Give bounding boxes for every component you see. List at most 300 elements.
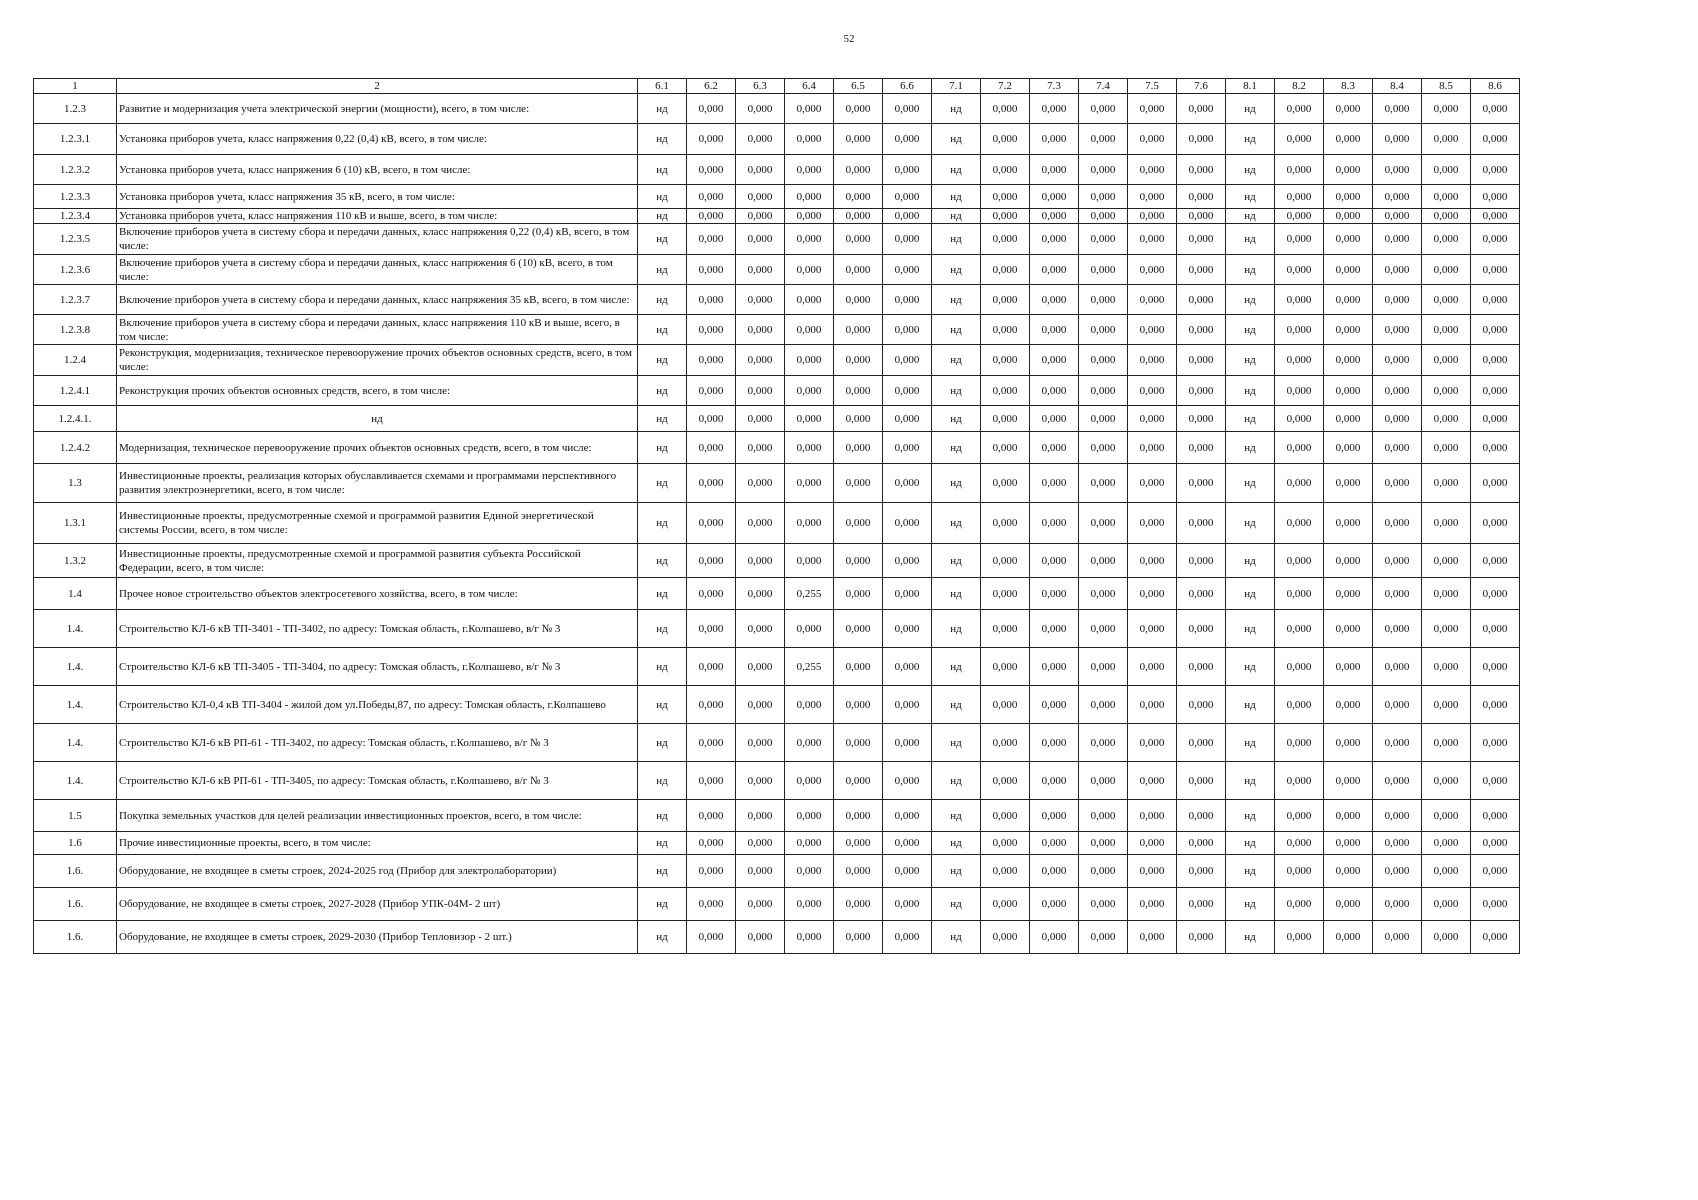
cell-value: 0,000 — [687, 94, 736, 124]
cell-value: 0,255 — [785, 648, 834, 686]
cell-value: 0,000 — [883, 345, 932, 376]
cell-value: 0,000 — [1128, 578, 1177, 610]
cell-value: 0,000 — [785, 285, 834, 315]
cell-value: 0,000 — [1373, 285, 1422, 315]
cell-value: 0,000 — [1471, 832, 1520, 855]
cell-value: 0,000 — [1079, 185, 1128, 209]
row-code: 1.6. — [34, 855, 117, 888]
cell-value: 0,000 — [1275, 155, 1324, 185]
cell-value: нд — [1226, 888, 1275, 921]
cell-value: 0,000 — [785, 255, 834, 285]
cell-value: 0,000 — [1324, 315, 1373, 345]
cell-value: 0,000 — [1422, 648, 1471, 686]
row-code: 1.6. — [34, 888, 117, 921]
cell-value: нд — [1226, 610, 1275, 648]
cell-value: 0,000 — [1422, 855, 1471, 888]
row-code: 1.4. — [34, 724, 117, 762]
table-row — [34, 800, 1520, 832]
row-code: 1.3.1 — [34, 503, 117, 544]
cell-value: 0,000 — [1422, 610, 1471, 648]
cell-value: нд — [1226, 406, 1275, 432]
cell-value: нд — [1226, 209, 1275, 224]
cell-value: 0,000 — [1324, 406, 1373, 432]
row-name: Строительство КЛ-0,4 кВ ТП-3404 - жилой дом ул.Победы,87, по адресу: Томская область, г.Колпашево — [117, 686, 638, 724]
column-header: 1 — [34, 79, 117, 94]
cell-value: 0,000 — [736, 285, 785, 315]
cell-value: 0,000 — [883, 224, 932, 255]
cell-value: 0,000 — [736, 224, 785, 255]
table-row — [34, 224, 1520, 255]
cell-value: 0,000 — [687, 921, 736, 954]
table-row — [34, 855, 1520, 888]
cell-value: 0,000 — [1324, 503, 1373, 544]
cell-value: 0,000 — [736, 406, 785, 432]
table-row — [34, 648, 1520, 686]
cell-value: 0,000 — [687, 855, 736, 888]
cell-value: 0,000 — [1177, 855, 1226, 888]
cell-value: 0,000 — [1422, 209, 1471, 224]
cell-value: 0,000 — [785, 503, 834, 544]
cell-value: 0,000 — [1079, 503, 1128, 544]
cell-value: 0,000 — [785, 800, 834, 832]
cell-value: 0,000 — [883, 832, 932, 855]
cell-value: 0,000 — [834, 209, 883, 224]
row-name: Модернизация, техническое перевооружение прочих объектов основных средств, всего, в том числе: — [117, 432, 638, 464]
cell-value: 0,000 — [736, 94, 785, 124]
cell-value: 0,000 — [1128, 406, 1177, 432]
cell-value: 0,000 — [1079, 376, 1128, 406]
cell-value: 0,000 — [1471, 921, 1520, 954]
table-row — [34, 255, 1520, 285]
cell-value: 0,000 — [1471, 503, 1520, 544]
cell-value: 0,000 — [785, 544, 834, 578]
cell-value: 0,000 — [1275, 832, 1324, 855]
cell-value: 0,000 — [1128, 432, 1177, 464]
cell-value: 0,000 — [834, 464, 883, 503]
cell-value: 0,000 — [1275, 610, 1324, 648]
row-name: Включение приборов учета в систему сбора и передачи данных, класс напряжения 0,22 (0,4) кВ, всего, в том числе: — [117, 224, 638, 255]
cell-value: 0,000 — [785, 315, 834, 345]
cell-value: 0,000 — [687, 724, 736, 762]
cell-value: 0,000 — [1422, 888, 1471, 921]
cell-value: нд — [932, 544, 981, 578]
cell-value: 0,000 — [981, 124, 1030, 155]
cell-value: 0,000 — [883, 610, 932, 648]
cell-value: 0,000 — [1422, 724, 1471, 762]
table-row — [34, 464, 1520, 503]
cell-value: 0,000 — [1128, 464, 1177, 503]
cell-value: 0,000 — [981, 800, 1030, 832]
row-name: Строительство КЛ-6 кВ РП-61 - ТП-3405, по адресу: Томская область, г.Колпашево, в/г № 3 — [117, 762, 638, 800]
cell-value: 0,000 — [883, 578, 932, 610]
cell-value: 0,000 — [736, 376, 785, 406]
cell-value: 0,000 — [1030, 185, 1079, 209]
table-row — [34, 94, 1520, 124]
cell-value: 0,000 — [834, 315, 883, 345]
row-name: Установка приборов учета, класс напряжения 0,22 (0,4) кВ, всего, в том числе: — [117, 124, 638, 155]
cell-value: 0,000 — [687, 255, 736, 285]
cell-value: 0,000 — [687, 503, 736, 544]
header-row — [34, 79, 1520, 94]
cell-value: 0,000 — [1471, 209, 1520, 224]
cell-value: нд — [1226, 315, 1275, 345]
cell-value: нд — [1226, 464, 1275, 503]
cell-value: 0,000 — [687, 832, 736, 855]
cell-value: нд — [932, 724, 981, 762]
cell-value: 0,000 — [1177, 209, 1226, 224]
cell-value: 0,000 — [1177, 432, 1226, 464]
cell-value: 0,000 — [981, 921, 1030, 954]
cell-value: 0,000 — [883, 285, 932, 315]
row-name: Оборудование, не входящее в сметы строек, 2029-2030 (Прибор Тепловизор - 2 шт.) — [117, 921, 638, 954]
cell-value: 0,000 — [883, 800, 932, 832]
cell-value: 0,000 — [981, 888, 1030, 921]
column-header: 7.2 — [981, 79, 1030, 94]
cell-value: 0,000 — [1275, 762, 1324, 800]
cell-value: 0,000 — [687, 686, 736, 724]
column-header: 6.2 — [687, 79, 736, 94]
cell-value: 0,000 — [1471, 724, 1520, 762]
cell-value: 0,000 — [785, 376, 834, 406]
cell-value: 0,000 — [1373, 888, 1422, 921]
cell-value: 0,000 — [883, 762, 932, 800]
cell-value: 0,000 — [1471, 185, 1520, 209]
cell-value: 0,000 — [1177, 800, 1226, 832]
cell-value: 0,000 — [1373, 724, 1422, 762]
cell-value: 0,000 — [1079, 94, 1128, 124]
column-header: 8.3 — [1324, 79, 1373, 94]
cell-value: 0,000 — [1373, 800, 1422, 832]
cell-value: 0,000 — [687, 578, 736, 610]
cell-value: нд — [932, 94, 981, 124]
row-code: 1.2.4.1. — [34, 406, 117, 432]
row-name: Строительство КЛ-6 кВ РП-61 - ТП-3402, по адресу: Томская область, г.Колпашево, в/г № 3 — [117, 724, 638, 762]
cell-value: 0,000 — [834, 855, 883, 888]
cell-value: нд — [638, 315, 687, 345]
cell-value: 0,000 — [1128, 800, 1177, 832]
cell-value: 0,000 — [736, 724, 785, 762]
cell-value: 0,000 — [1079, 155, 1128, 185]
row-name: Включение приборов учета в систему сбора и передачи данных, класс напряжения 6 (10) кВ, всего, в том числе: — [117, 255, 638, 285]
row-code: 1.4 — [34, 578, 117, 610]
cell-value: 0,000 — [1422, 224, 1471, 255]
row-name: Оборудование, не входящее в сметы строек, 2027-2028 (Прибор УПК-04М- 2 шт) — [117, 888, 638, 921]
cell-value: 0,000 — [785, 209, 834, 224]
cell-value: 0,000 — [834, 432, 883, 464]
cell-value: нд — [1226, 855, 1275, 888]
cell-value: 0,000 — [1373, 255, 1422, 285]
column-header: 6.3 — [736, 79, 785, 94]
cell-value: 0,000 — [1177, 255, 1226, 285]
cell-value: 0,000 — [1422, 124, 1471, 155]
cell-value: 0,000 — [1030, 464, 1079, 503]
row-code: 1.2.3.5 — [34, 224, 117, 255]
cell-value: 0,000 — [1030, 94, 1079, 124]
cell-value: 0,000 — [834, 888, 883, 921]
cell-value: нд — [1226, 578, 1275, 610]
column-header: 7.3 — [1030, 79, 1079, 94]
cell-value: 0,000 — [736, 762, 785, 800]
cell-value: 0,000 — [1030, 544, 1079, 578]
cell-value: 0,000 — [1275, 648, 1324, 686]
column-header: 2 — [117, 79, 638, 94]
cell-value: 0,000 — [981, 610, 1030, 648]
cell-value: 0,000 — [687, 800, 736, 832]
cell-value: 0,000 — [883, 406, 932, 432]
cell-value: 0,000 — [834, 224, 883, 255]
cell-value: 0,255 — [785, 578, 834, 610]
cell-value: нд — [932, 376, 981, 406]
row-name: Включение приборов учета в систему сбора и передачи данных, класс напряжения 35 кВ, всего, в том числе: — [117, 285, 638, 315]
column-header: 7.6 — [1177, 79, 1226, 94]
cell-value: 0,000 — [687, 315, 736, 345]
cell-value: 0,000 — [834, 610, 883, 648]
cell-value: нд — [932, 406, 981, 432]
cell-value: 0,000 — [1079, 855, 1128, 888]
cell-value: 0,000 — [1373, 376, 1422, 406]
row-name: Прочее новое строительство объектов электросетевого хозяйства, всего, в том числе: — [117, 578, 638, 610]
cell-value: 0,000 — [834, 832, 883, 855]
cell-value: 0,000 — [1373, 855, 1422, 888]
cell-value: 0,000 — [1471, 155, 1520, 185]
cell-value: 0,000 — [1324, 155, 1373, 185]
cell-value: 0,000 — [1422, 345, 1471, 376]
cell-value: 0,000 — [883, 376, 932, 406]
cell-value: нд — [932, 503, 981, 544]
column-header: 7.4 — [1079, 79, 1128, 94]
table-row — [34, 209, 1520, 224]
cell-value: 0,000 — [883, 686, 932, 724]
cell-value: 0,000 — [1177, 224, 1226, 255]
cell-value: нд — [1226, 285, 1275, 315]
cell-value: нд — [932, 224, 981, 255]
row-name: Строительство КЛ-6 кВ ТП-3405 - ТП-3404, по адресу: Томская область, г.Колпашево, в/г № 3 — [117, 648, 638, 686]
cell-value: 0,000 — [1471, 855, 1520, 888]
cell-value: 0,000 — [1030, 224, 1079, 255]
row-code: 1.2.4 — [34, 345, 117, 376]
table-row — [34, 155, 1520, 185]
cell-value: 0,000 — [1373, 432, 1422, 464]
cell-value: 0,000 — [981, 376, 1030, 406]
cell-value: 0,000 — [883, 464, 932, 503]
cell-value: 0,000 — [1079, 209, 1128, 224]
cell-value: 0,000 — [1471, 432, 1520, 464]
cell-value: 0,000 — [834, 800, 883, 832]
cell-value: нд — [1226, 376, 1275, 406]
table-row — [34, 185, 1520, 209]
cell-value: 0,000 — [1275, 285, 1324, 315]
cell-value: 0,000 — [1030, 376, 1079, 406]
cell-value: нд — [638, 544, 687, 578]
cell-value: нд — [638, 648, 687, 686]
cell-value: нд — [1226, 724, 1275, 762]
cell-value: 0,000 — [1275, 503, 1324, 544]
cell-value: 0,000 — [1177, 94, 1226, 124]
row-code: 1.2.3.1 — [34, 124, 117, 155]
cell-value: 0,000 — [981, 406, 1030, 432]
cell-value: 0,000 — [1079, 888, 1128, 921]
cell-value: 0,000 — [736, 124, 785, 155]
cell-value: 0,000 — [1373, 464, 1422, 503]
cell-value: 0,000 — [1422, 800, 1471, 832]
cell-value: 0,000 — [1422, 155, 1471, 185]
cell-value: 0,000 — [981, 224, 1030, 255]
cell-value: 0,000 — [1177, 376, 1226, 406]
cell-value: 0,000 — [1177, 544, 1226, 578]
row-code: 1.2.4.2 — [34, 432, 117, 464]
cell-value: 0,000 — [1422, 578, 1471, 610]
cell-value: 0,000 — [1128, 724, 1177, 762]
column-header: 8.6 — [1471, 79, 1520, 94]
cell-value: 0,000 — [1079, 648, 1128, 686]
column-header: 6.4 — [785, 79, 834, 94]
cell-value: 0,000 — [834, 544, 883, 578]
cell-value: 0,000 — [1471, 94, 1520, 124]
cell-value: 0,000 — [1373, 832, 1422, 855]
cell-value: 0,000 — [1177, 762, 1226, 800]
cell-value: 0,000 — [687, 648, 736, 686]
table-row — [34, 762, 1520, 800]
cell-value: 0,000 — [1079, 544, 1128, 578]
cell-value: нд — [638, 762, 687, 800]
cell-value: 0,000 — [1373, 155, 1422, 185]
row-code: 1.5 — [34, 800, 117, 832]
cell-value: 0,000 — [981, 315, 1030, 345]
cell-value: 0,000 — [687, 544, 736, 578]
row-name: Установка приборов учета, класс напряжения 6 (10) кВ, всего, в том числе: — [117, 155, 638, 185]
table-body — [34, 94, 1520, 954]
table-row — [34, 724, 1520, 762]
cell-value: 0,000 — [834, 185, 883, 209]
cell-value: 0,000 — [1324, 124, 1373, 155]
cell-value: 0,000 — [1275, 185, 1324, 209]
cell-value: нд — [932, 155, 981, 185]
cell-value: 0,000 — [883, 503, 932, 544]
cell-value: 0,000 — [785, 224, 834, 255]
cell-value: 0,000 — [1275, 578, 1324, 610]
row-code: 1.4. — [34, 762, 117, 800]
cell-value: 0,000 — [1030, 888, 1079, 921]
row-code: 1.2.4.1 — [34, 376, 117, 406]
cell-value: 0,000 — [981, 578, 1030, 610]
cell-value: 0,000 — [687, 610, 736, 648]
row-name: Прочие инвестиционные проекты, всего, в том числе: — [117, 832, 638, 855]
cell-value: нд — [638, 855, 687, 888]
cell-value: 0,000 — [1373, 94, 1422, 124]
cell-value: 0,000 — [1422, 832, 1471, 855]
cell-value: 0,000 — [981, 648, 1030, 686]
cell-value: 0,000 — [1324, 185, 1373, 209]
cell-value: 0,000 — [1128, 921, 1177, 954]
row-name: Инвестиционные проекты, предусмотренные схемой и программой развития субъекта Российской Федерации, всего, в том числе: — [117, 544, 638, 578]
cell-value: 0,000 — [1030, 921, 1079, 954]
cell-value: 0,000 — [1128, 209, 1177, 224]
cell-value: 0,000 — [1471, 376, 1520, 406]
cell-value: 0,000 — [834, 648, 883, 686]
row-name: Развитие и модернизация учета электрической энергии (мощности), всего, в том числе: — [117, 94, 638, 124]
table-row — [34, 406, 1520, 432]
cell-value: 0,000 — [1324, 255, 1373, 285]
cell-value: 0,000 — [1373, 406, 1422, 432]
cell-value: 0,000 — [1177, 888, 1226, 921]
cell-value: 0,000 — [736, 315, 785, 345]
cell-value: нд — [1226, 832, 1275, 855]
cell-value: 0,000 — [834, 503, 883, 544]
cell-value: 0,000 — [1275, 432, 1324, 464]
cell-value: 0,000 — [1177, 155, 1226, 185]
cell-value: 0,000 — [834, 578, 883, 610]
cell-value: 0,000 — [1471, 464, 1520, 503]
cell-value: 0,000 — [1177, 648, 1226, 686]
cell-value: нд — [638, 345, 687, 376]
table-row — [34, 124, 1520, 155]
cell-value: нд — [638, 285, 687, 315]
cell-value: 0,000 — [1373, 345, 1422, 376]
cell-value: 0,000 — [1030, 345, 1079, 376]
cell-value: 0,000 — [736, 832, 785, 855]
cell-value: 0,000 — [1471, 800, 1520, 832]
cell-value: 0,000 — [981, 686, 1030, 724]
cell-value: 0,000 — [1030, 724, 1079, 762]
cell-value: нд — [1226, 185, 1275, 209]
cell-value: 0,000 — [981, 503, 1030, 544]
cell-value: 0,000 — [687, 285, 736, 315]
cell-value: 0,000 — [883, 544, 932, 578]
column-header: 6.5 — [834, 79, 883, 94]
cell-value: 0,000 — [1422, 432, 1471, 464]
cell-value: 0,000 — [1079, 921, 1128, 954]
cell-value: 0,000 — [1079, 406, 1128, 432]
cell-value: 0,000 — [1324, 888, 1373, 921]
cell-value: нд — [932, 185, 981, 209]
cell-value: нд — [638, 464, 687, 503]
cell-value: 0,000 — [1275, 921, 1324, 954]
column-header: 8.5 — [1422, 79, 1471, 94]
cell-value: 0,000 — [1422, 285, 1471, 315]
row-name: нд — [117, 406, 638, 432]
column-header: 8.2 — [1275, 79, 1324, 94]
row-code: 1.2.3.8 — [34, 315, 117, 345]
cell-value: 0,000 — [1471, 345, 1520, 376]
cell-value: нд — [932, 800, 981, 832]
cell-value: 0,000 — [785, 406, 834, 432]
cell-value: 0,000 — [1079, 285, 1128, 315]
row-code: 1.2.3.2 — [34, 155, 117, 185]
cell-value: нд — [638, 224, 687, 255]
cell-value: 0,000 — [1324, 432, 1373, 464]
cell-value: нд — [932, 762, 981, 800]
cell-value: 0,000 — [834, 921, 883, 954]
cell-value: нд — [638, 578, 687, 610]
cell-value: 0,000 — [1324, 578, 1373, 610]
cell-value: 0,000 — [1471, 762, 1520, 800]
column-header: 8.1 — [1226, 79, 1275, 94]
cell-value: 0,000 — [1128, 686, 1177, 724]
row-name: Строительство КЛ-6 кВ ТП-3401 - ТП-3402, по адресу: Томская область, г.Колпашево, в/г № 3 — [117, 610, 638, 648]
cell-value: 0,000 — [687, 209, 736, 224]
cell-value: 0,000 — [1422, 544, 1471, 578]
cell-value: 0,000 — [1128, 610, 1177, 648]
table-row — [34, 888, 1520, 921]
row-name: Установка приборов учета, класс напряжения 35 кВ, всего, в том числе: — [117, 185, 638, 209]
table-row — [34, 686, 1520, 724]
cell-value: нд — [1226, 94, 1275, 124]
cell-value: 0,000 — [883, 888, 932, 921]
cell-value: 0,000 — [883, 124, 932, 155]
row-code: 1.2.3 — [34, 94, 117, 124]
cell-value: 0,000 — [736, 578, 785, 610]
cell-value: 0,000 — [736, 345, 785, 376]
